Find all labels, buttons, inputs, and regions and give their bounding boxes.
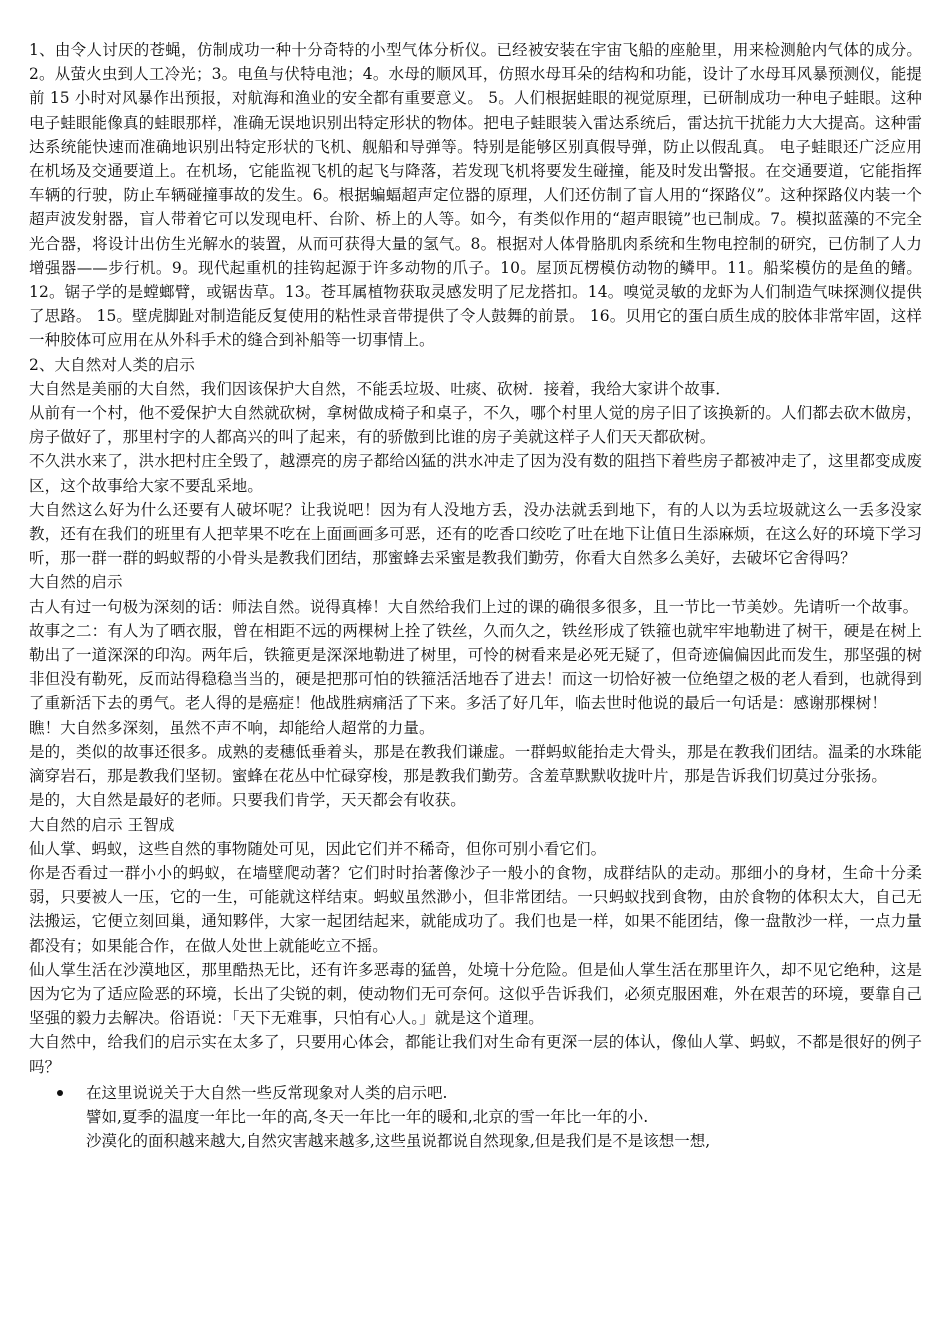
- paragraph: 你是否看过一群小小的蚂蚁，在墙壁爬动著？它们时时抬著像沙子一般小的食物，成群结队的走动。那细小的身材，生命十分柔弱，只要被人一压，它的一生，可能就这样结束。蚂蚁虽然渺小，但非常团结。一只蚂蚁找到食物，由於食物的体积太大，自己无法搬运，它便立刻回巢，通知夥伴，大家一起团结起来，就能成功了。我们也是一样，如果不能团结，像一盘散沙一样，一点力量都没有；如果能合作，在做人处世上就能屹立不摇。: [29, 863, 922, 955]
- paragraph: 大自然这么好为什么还要有人破坏呢？让我说吧！因为有人没地方丢，没办法就丢到地下，有的人以为丢垃圾就这么一丢多没家教，还有在我们的班里有人把苹果不吃在上面画画多可恶，还有的吃香口绞吃了吐在地下让值日生添麻烦，在这么好的环境下学习听，那一群一群的蚂蚁帮的小骨头是教我们团结，那蜜蜂去采蜜是教我们勤劳，你看大自然多么美好，去破坏它舍得吗？: [29, 500, 922, 568]
- essay-title-with-author: 大自然的启示 王智成: [29, 815, 175, 834]
- paragraph: 大自然是美丽的大自然，我们因该保护大自然，不能丢垃圾、吐痰、砍树．接着，我给大家讲个故事．: [29, 379, 732, 398]
- bullet-line: 沙漠化的面积越来越大,自然灾害越来越多,这些虽说都说自然现象,但是我们是不是该想一想,: [86, 1132, 711, 1151]
- essay-title: 大自然的启示: [29, 573, 123, 592]
- paragraph: 仙人掌生活在沙漠地区，那里酷热无比，还有许多恶毒的猛兽，处境十分危险。但是仙人掌生活在那里许久，却不见它绝种，这是因为它为了适应险恶的环境，长出了尖锐的刺，使动物们无可奈何。这似乎告诉我们，必须克服困难，外在艰苦的环境，要靠自己坚强的毅力去解决。俗语说：「天下无难事，只怕有心人。」就是这个道理。: [29, 960, 922, 1028]
- paragraph: 古人有过一句极为深刻的话：师法自然。说得真棒！大自然给我们上过的课的确很多很多，且一节比一节美妙。先请听一个故事。: [29, 597, 919, 616]
- paragraph: 故事之二：有人为了晒衣服，曾在相距不远的两棵树上拴了铁丝，久而久之，铁丝形成了铁箍也就牢牢地勒进了树干，硬是在树上勒出了一道深深的印沟。两年后，铁箍更是深深地勒进了树里，可怜的树看来是必死无疑了，但奇迹偏偏因此而发生，那坚强的树非但没有勒死，反而站得稳稳当当的，硬是把那可怕的铁箍活活地吞了进去！而这一切恰好被一位绝望之极的老人看到，也就得到了重新活下去的勇气。老人得的是癌症！他战胜病痛活了下来。多活了好几年，临去世时他说的最后一句话是：感谢那棵树！: [29, 621, 922, 713]
- document-page: [29, 38, 922, 1153]
- section-heading-nature-inspiration: 2、大自然对人类的启示: [29, 355, 195, 374]
- paragraph: 是的，类似的故事还很多。成熟的麦穗低垂着头，那是在教我们谦虚。一群蚂蚁能抬走大骨头，那是在教我们团结。温柔的水珠能滴穿岩石，那是教我们坚韧。蜜蜂在花丛中忙碌穿梭，那是教我们勤劳。含羞草默默收拢叶片，那是告诉我们切莫过分张扬。: [29, 742, 922, 786]
- bullet-line: 譬如,夏季的温度一年比一年的高,冬天一年比一年的暖和,北京的雪一年比一年的小.: [86, 1107, 649, 1126]
- paragraph: 瞧！大自然多深刻，虽然不声不响，却能给人超常的力量。: [29, 718, 435, 737]
- bullet-dot-icon: [57, 1090, 63, 1096]
- paragraph-bionics-list: 1、由令人讨厌的苍蝇，仿制成功一种十分奇特的小型气体分析仪。已经被安装在宇宙飞船的座舱里，用来检测舱内气体的成分。2。从萤火虫到人工冷光；3。电鱼与伏特电池；4。水母的顺风耳，仿照水母耳朵的结构和功能，设计了水母耳风暴预测仪，能提前 15 小时对风暴作出预报，对航海和渔业的安全都有重要意义。 5。人们根据蛙眼的视觉原理，已研制成功一种电子蛙眼。这种电子蛙眼能像真的蛙眼那样，准确无误地识别出特定形状的物体。把电子蛙眼装入雷达系统后，雷达抗干扰能力大大提高。这种雷达系统能快速而准确地识别出特定形状的飞机、舰船和导弹等。特别是能够区别真假导弹，防止以假乱真。 电子蛙眼还广泛应用在机场及交通要道上。在机场，它能监视飞机的起飞与降落，若发现飞机将要发生碰撞，能及时发出警报。在交通要道，它能指挥车辆的行驶，防止车辆碰撞事故的发生。6。根据蝙蝠超声定位器的原理，人们还仿制了盲人用的“探路仪”。这种探路仪内装一个超声波发射器，盲人带着它可以发现电杆、台阶、桥上的人等。如今，有类似作用的“超声眼镜”也已制成。7。模拟蓝藻的不完全光合器，将设计出仿生光解水的装置，从而可获得大量的氢气。8。根据对人体骨胳肌肉系统和生物电控制的研究，已仿制了人力增强器——步行机。9。现代起重机的挂钩起源于许多动物的爪子。10。屋顶瓦楞模仿动物的鳞甲。11。船桨模仿的是鱼的鳍。12。锯子学的是螳螂臂，或锯齿草。13。苍耳属植物获取灵感发明了尼龙搭扣。14。嗅觉灵敏的龙虾为人们制造气味探测仪提供了思路。 15。壁虎脚趾对制造能反复使用的粘性录音带提供了令人鼓舞的前景。 16。贝用它的蛋白质生成的胶体非常牢固，这样一种胶体可应用在从外科手术的缝合到补船等一切事情上。: [29, 41, 922, 350]
- paragraph: 仙人掌、蚂蚁，这些自然的事物随处可见，因此它们并不稀奇，但你可别小看它们。: [29, 839, 607, 858]
- paragraph: 大自然中，给我们的启示实在太多了，只要用心体会，都能让我们对生命有更深一层的体认，像仙人掌、蚂蚁，不都是很好的例子吗？: [29, 1033, 922, 1076]
- paragraph: 不久洪水来了，洪水把村庄全毁了，越漂亮的房子都给凶猛的洪水冲走了因为没有数的阻挡下着些房子都被冲走了，这里都变成废区，这个故事给大家不要乱采地。: [29, 452, 922, 495]
- bullet-list-item: [29, 1081, 922, 1154]
- paragraph: 是的，大自然是最好的老师。只要我们肯学，天天都会有收获。: [29, 791, 466, 810]
- paragraph: 从前有一个村，他不爱保护大自然就砍树，拿树做成椅子和桌子，不久，哪个村里人觉的房子旧了该换新的。人们都去砍木做房，房子做好了，那里村字的人都高兴的叫了起来，有的骄傲到比谁的房子美就这样子人们天天都砍树。: [29, 404, 922, 447]
- bullet-line: 在这里说说关于大自然一些反常现象对人类的启示吧.: [86, 1083, 448, 1102]
